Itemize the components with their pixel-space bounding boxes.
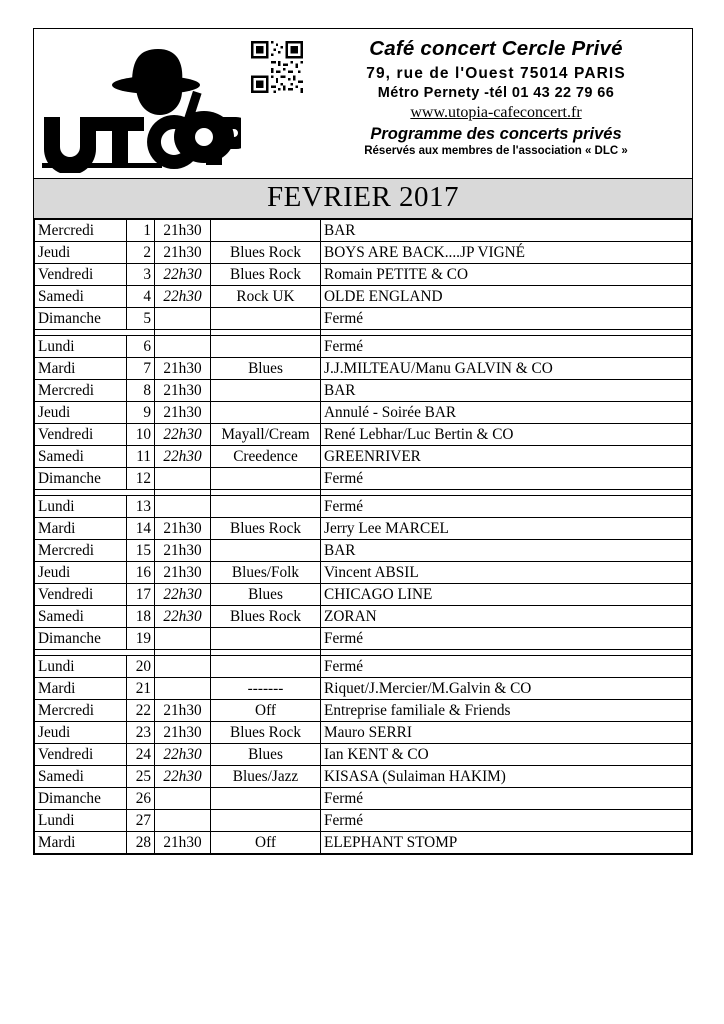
cell-day: Mardi [35,678,127,700]
table-row [35,628,692,650]
cell-date: 18 [127,606,155,628]
cell-date: 25 [127,766,155,788]
cell-artist: René Lebhar/Luc Bertin & CO [321,424,692,446]
cell-style: Blues [211,358,321,380]
cell-date: 21 [127,678,155,700]
cell-time: 21h30 [155,380,211,402]
cell-time: 22h30 [155,584,211,606]
flyer-header [34,29,692,179]
cell-time [155,336,211,358]
cell-date: 2 [127,242,155,264]
cell-time [155,496,211,518]
cell-day: Dimanche [35,468,127,490]
cell-time [155,656,211,678]
cell-style: Blues Rock [211,242,321,264]
cell-date: 1 [127,220,155,242]
flyer-page [33,28,693,855]
cell-date: 8 [127,380,155,402]
cell-style: ------- [211,678,321,700]
cell-artist: Fermé [321,308,692,330]
cell-time: 22h30 [155,286,211,308]
cell-time: 22h30 [155,606,211,628]
cell-artist: BOYS ARE BACK....JP VIGNÉ [321,242,692,264]
cell-date: 19 [127,628,155,650]
cell-day: Vendredi [35,424,127,446]
cell-style: Off [211,700,321,722]
table-row [35,700,692,722]
table-row [35,518,692,540]
cell-day: Mercredi [35,540,127,562]
table-row [35,264,692,286]
cell-day: Vendredi [35,264,127,286]
cell-artist: BAR [321,540,692,562]
cell-style: Blues Rock [211,606,321,628]
table-row [35,402,692,424]
cell-date: 12 [127,468,155,490]
table-row [35,788,692,810]
cell-date: 27 [127,810,155,832]
table-row [35,220,692,242]
cell-day: Jeudi [35,402,127,424]
cell-artist: OLDE ENGLAND [321,286,692,308]
cell-artist: Romain PETITE & CO [321,264,692,286]
cell-time: 21h30 [155,402,211,424]
cell-day: Vendredi [35,584,127,606]
cell-style [211,540,321,562]
cell-day: Samedi [35,286,127,308]
cell-style [211,220,321,242]
cell-day: Mercredi [35,220,127,242]
schedule-table [34,219,692,854]
logo-container [36,33,246,176]
cell-date: 15 [127,540,155,562]
programme-subtitle: Programme des concerts privés [370,124,622,143]
cell-time: 22h30 [155,424,211,446]
qr-code [251,41,303,93]
table-row [35,380,692,402]
table-row [35,656,692,678]
cell-day: Lundi [35,496,127,518]
cell-date: 20 [127,656,155,678]
cell-style [211,336,321,358]
cell-artist: BAR [321,220,692,242]
cell-artist: ZORAN [321,606,692,628]
cell-time: 22h30 [155,744,211,766]
cell-time [155,810,211,832]
venue-address: 79, rue de l'Ouest 75014 PARIS [366,64,626,82]
cell-time [155,468,211,490]
table-row [35,446,692,468]
cell-day: Mardi [35,358,127,380]
table-row [35,606,692,628]
cell-artist: Jerry Lee MARCEL [321,518,692,540]
table-row [35,584,692,606]
venue-website-link[interactable]: www.utopia-cafeconcert.fr [410,103,582,121]
cell-day: Mercredi [35,700,127,722]
cell-artist: Fermé [321,656,692,678]
venue-metro-phone: Métro Pernety -tél 01 43 22 79 66 [377,84,615,101]
cell-artist: Fermé [321,628,692,650]
cell-artist: Mauro SERRI [321,722,692,744]
cell-time: 21h30 [155,540,211,562]
cell-day: Lundi [35,336,127,358]
cell-time [155,678,211,700]
cell-style [211,468,321,490]
cell-style [211,402,321,424]
cell-date: 6 [127,336,155,358]
cell-time: 22h30 [155,264,211,286]
cell-date: 10 [127,424,155,446]
table-row [35,286,692,308]
table-row [35,308,692,330]
cell-time: 21h30 [155,220,211,242]
cell-style: Creedence [211,446,321,468]
cell-date: 13 [127,496,155,518]
cell-artist: ELEPHANT STOMP [321,832,692,854]
cell-style: Blues Rock [211,518,321,540]
cell-date: 23 [127,722,155,744]
table-row [35,562,692,584]
cell-artist: CHICAGO LINE [321,584,692,606]
cell-style: Mayall/Cream [211,424,321,446]
table-row [35,810,692,832]
cell-time: 22h30 [155,446,211,468]
cell-style [211,810,321,832]
cell-day: Dimanche [35,628,127,650]
cell-artist: J.J.MILTEAU/Manu GALVIN & CO [321,358,692,380]
cell-time: 21h30 [155,562,211,584]
cell-time: 21h30 [155,358,211,380]
table-row [35,744,692,766]
cell-time [155,788,211,810]
cell-style [211,308,321,330]
cell-day: Samedi [35,766,127,788]
reserved-note: Réservés aux membres de l'association « DLC » [364,144,628,157]
cell-day: Dimanche [35,308,127,330]
cell-time: 21h30 [155,242,211,264]
cell-day: Samedi [35,606,127,628]
cell-day: Samedi [35,446,127,468]
cell-style: Off [211,832,321,854]
cell-day: Lundi [35,810,127,832]
cell-time: 21h30 [155,518,211,540]
cell-artist: Fermé [321,468,692,490]
utopia-guitar-logo [36,33,241,173]
cell-style: Blues Rock [211,722,321,744]
cell-style [211,656,321,678]
cell-day: Dimanche [35,788,127,810]
cell-artist: GREENRIVER [321,446,692,468]
cell-date: 22 [127,700,155,722]
cell-artist: Vincent ABSIL [321,562,692,584]
table-row [35,678,692,700]
table-row [35,358,692,380]
cell-artist: Riquet/J.Mercier/M.Galvin & CO [321,678,692,700]
cell-day: Jeudi [35,562,127,584]
table-row [35,336,692,358]
cell-artist: Fermé [321,336,692,358]
cell-time: 21h30 [155,722,211,744]
cell-time [155,308,211,330]
venue-title: Café concert Cercle Privé [369,37,623,60]
header-text-block [308,33,690,176]
cell-style: Blues/Jazz [211,766,321,788]
cell-artist: Fermé [321,496,692,518]
table-row [35,496,692,518]
cell-style [211,380,321,402]
cell-artist: Entreprise familiale & Friends [321,700,692,722]
cell-day: Jeudi [35,242,127,264]
cell-time: 21h30 [155,832,211,854]
cell-date: 3 [127,264,155,286]
cell-date: 4 [127,286,155,308]
cell-date: 7 [127,358,155,380]
cell-artist: BAR [321,380,692,402]
cell-style: Blues Rock [211,264,321,286]
cell-artist: Fermé [321,788,692,810]
cell-date: 28 [127,832,155,854]
table-row [35,722,692,744]
cell-artist: Annulé - Soirée BAR [321,402,692,424]
qr-container [246,33,308,176]
cell-style: Rock UK [211,286,321,308]
cell-day: Mardi [35,832,127,854]
cell-style [211,496,321,518]
cell-day: Lundi [35,656,127,678]
cell-artist: Ian KENT & CO [321,744,692,766]
table-row [35,832,692,854]
cell-time [155,628,211,650]
month-banner [34,179,692,219]
cell-date: 24 [127,744,155,766]
cell-time: 21h30 [155,700,211,722]
cell-day: Jeudi [35,722,127,744]
cell-date: 14 [127,518,155,540]
cell-day: Vendredi [35,744,127,766]
cell-date: 11 [127,446,155,468]
cell-style: Blues [211,584,321,606]
cell-style: Blues/Folk [211,562,321,584]
cell-style [211,628,321,650]
cell-day: Mardi [35,518,127,540]
month-title: FEVRIER 2017 [266,181,460,213]
cell-artist: Fermé [321,810,692,832]
cell-date: 16 [127,562,155,584]
cell-day: Mercredi [35,380,127,402]
cell-date: 5 [127,308,155,330]
cell-artist: KISASA (Sulaiman HAKIM) [321,766,692,788]
cell-date: 26 [127,788,155,810]
table-row [35,766,692,788]
cell-style: Blues [211,744,321,766]
cell-style [211,788,321,810]
cell-date: 17 [127,584,155,606]
table-row [35,468,692,490]
cell-time: 22h30 [155,766,211,788]
table-row [35,424,692,446]
table-row [35,540,692,562]
cell-date: 9 [127,402,155,424]
table-row [35,242,692,264]
